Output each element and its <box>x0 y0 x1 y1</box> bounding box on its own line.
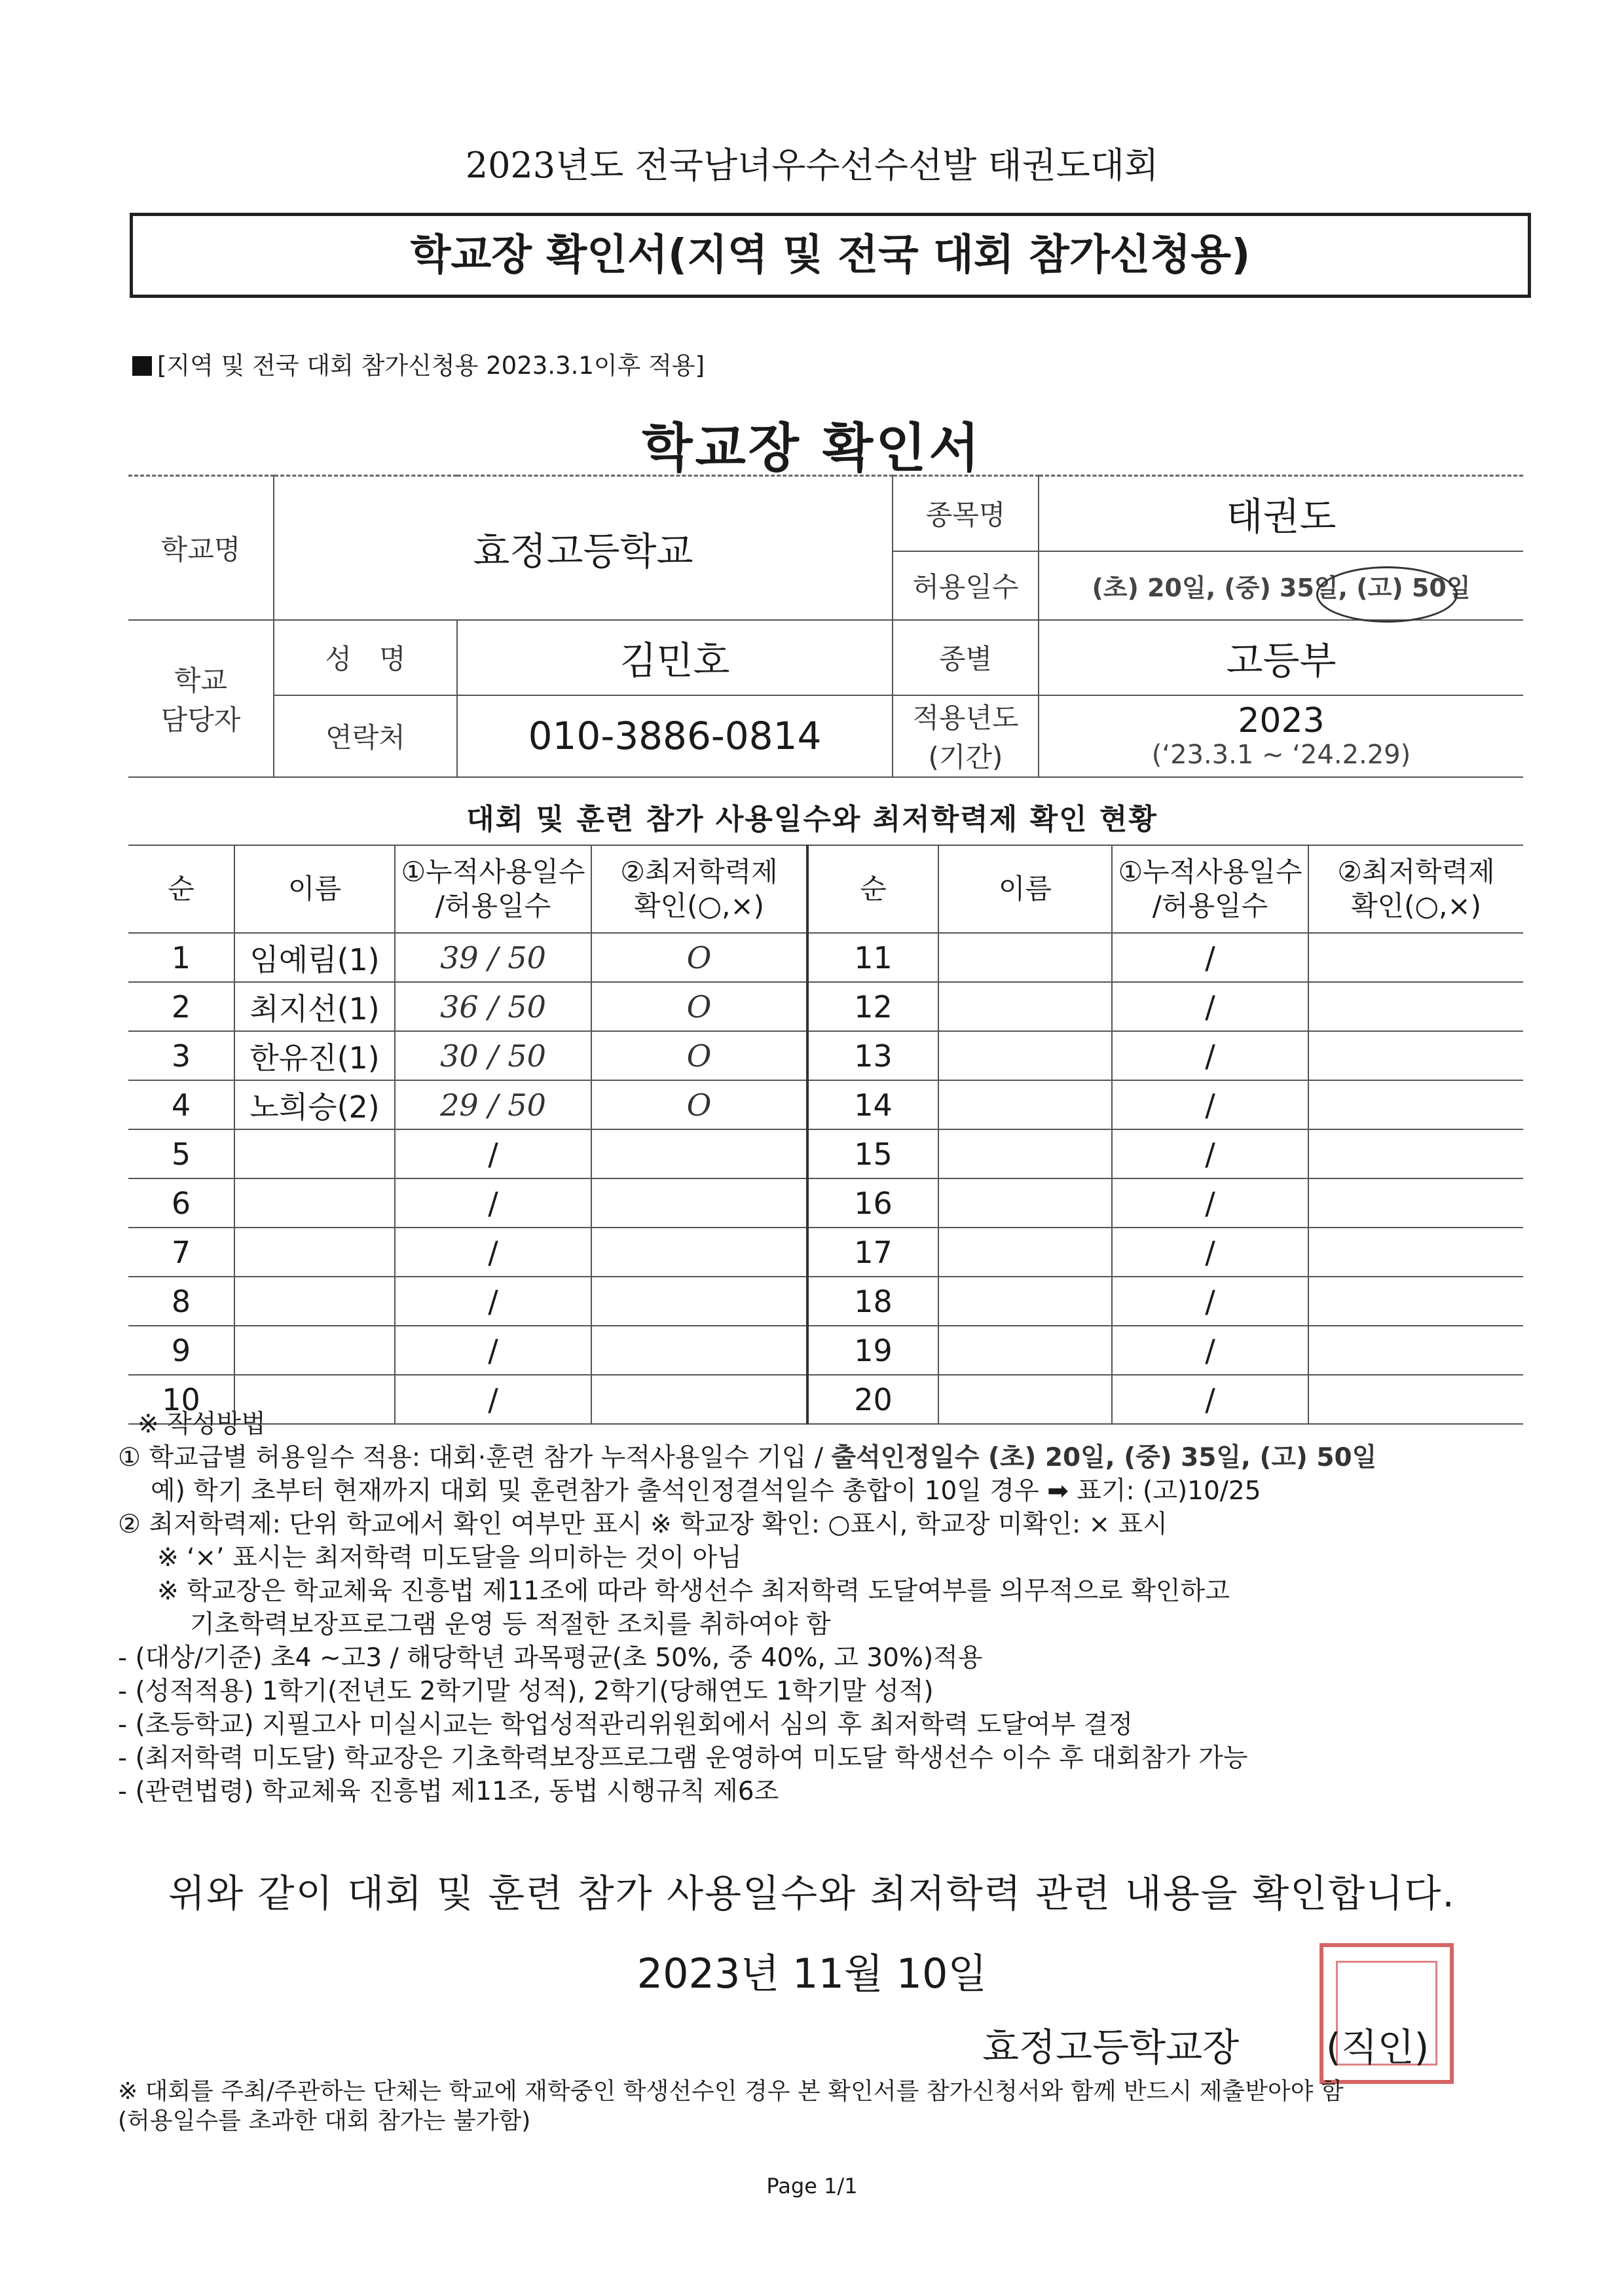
row-min: O <box>591 933 807 982</box>
row-days-right: / <box>1112 1277 1308 1326</box>
row-days-right: / <box>1112 1228 1308 1277</box>
row-no-right: 20 <box>807 1375 938 1424</box>
row-days: 39 / 50 <box>395 933 591 982</box>
header-min-line2: 확인(○,×) <box>633 890 765 922</box>
row-name: 최지선(1) <box>234 982 395 1031</box>
row-no: 5 <box>128 1129 234 1178</box>
row-min-right <box>1308 1277 1523 1326</box>
name-label: 성 명 <box>274 620 457 695</box>
principal-signature: 효정고등학교장 <box>982 2025 1240 2069</box>
row-no: 8 <box>128 1277 234 1326</box>
contact-label: 연락처 <box>274 695 457 777</box>
seal-label: (직인) <box>1326 2025 1430 2069</box>
status-title: 대회 및 훈련 참가 사용일수와 최저학력제 확인 현황 <box>466 803 1158 836</box>
row-name: 임예림(1) <box>234 933 395 982</box>
table-row <box>128 982 1523 1031</box>
row-min <box>591 1277 807 1326</box>
row-no: 10 <box>128 1375 234 1424</box>
row-days-right: / <box>1112 933 1308 982</box>
row-name-right <box>938 1031 1112 1080</box>
row-no: 6 <box>128 1178 234 1228</box>
footnote-line1: ※ 대회를 주최/주관하는 단체는 학교에 재학중인 학생선수인 경우 본 확인서를 참가신청서와 함께 반드시 제출받아야 함 <box>118 2078 1344 2105</box>
row-name <box>234 1277 395 1326</box>
row-name-right <box>938 933 1112 982</box>
row-min: O <box>591 1031 807 1080</box>
note-6: 기초학력보장프로그램 운영 등 적절한 조치를 취하여야 함 <box>190 1610 831 1639</box>
contact-value: 010-3886-0814 <box>457 695 893 777</box>
row-name-right <box>938 1080 1112 1129</box>
row-min-right <box>1308 1129 1523 1178</box>
header-no-right: 순 <box>807 845 938 933</box>
row-days-right: / <box>1112 1129 1308 1178</box>
row-name: 노희승(2) <box>234 1080 395 1129</box>
row-name-right <box>938 982 1112 1031</box>
row-no: 1 <box>128 933 234 982</box>
header-min-right <box>1308 845 1523 933</box>
footnote <box>118 2077 1526 2136</box>
row-min-right <box>1308 982 1523 1031</box>
header-min-right-line2: 확인(○,×) <box>1350 890 1482 922</box>
page-number: Page 1/1 <box>766 2174 858 2198</box>
year-label-line1: 적용년도 <box>912 702 1019 734</box>
table-row <box>128 933 1523 982</box>
row-name <box>234 1178 395 1228</box>
row-no-right: 13 <box>807 1031 938 1080</box>
row-days-right: / <box>1112 1375 1308 1424</box>
row-no-right: 11 <box>807 933 938 982</box>
year-value <box>1039 695 1523 777</box>
year-value-text: 2023 <box>1238 701 1325 741</box>
allowed-days-label: 허용일수 <box>893 551 1039 620</box>
row-min-right <box>1308 1031 1523 1080</box>
year-label <box>893 695 1039 777</box>
row-days: 30 / 50 <box>395 1031 591 1080</box>
row-min: O <box>591 982 807 1031</box>
school-label: 학교명 <box>128 476 274 620</box>
event-title: 2023년도 전국남녀우수선수선발 태권도대회 <box>465 145 1159 186</box>
apply-note <box>132 346 705 381</box>
manager-label-line2: 담당자 <box>160 703 241 736</box>
row-no: 4 <box>128 1080 234 1129</box>
row-name <box>234 1326 395 1375</box>
row-name-right <box>938 1326 1112 1375</box>
usage-table <box>128 845 1523 1425</box>
row-no: 7 <box>128 1228 234 1277</box>
row-no-right: 14 <box>807 1080 938 1129</box>
manager-label <box>128 620 274 777</box>
manager-label-line1: 학교 <box>174 664 228 697</box>
handwritten-circle-mark <box>1316 566 1458 623</box>
table-row <box>128 1277 1523 1326</box>
banner-box <box>130 213 1531 298</box>
header-min <box>591 845 807 933</box>
row-min <box>591 1228 807 1277</box>
header-days-right-line2: /허용일수 <box>1152 890 1268 922</box>
row-name-right <box>938 1129 1112 1178</box>
note-8: - (성적적용) 1학기(전년도 2학기말 성적), 2학기(당해연도 1학기말 성적) <box>118 1677 934 1706</box>
header-days <box>395 845 591 933</box>
row-no: 3 <box>128 1031 234 1080</box>
row-days-right: / <box>1112 982 1308 1031</box>
header-no: 순 <box>128 845 234 933</box>
note-9: - (초등학교) 지필고사 미실시교는 학업성적관리위원회에서 심의 후 최저학력 도달여부 결정 <box>118 1710 1134 1740</box>
row-no: 9 <box>128 1326 234 1375</box>
row-days: 29 / 50 <box>395 1080 591 1129</box>
row-min <box>591 1178 807 1228</box>
name-value: 김민호 <box>457 620 893 695</box>
apply-note-text: [지역 및 전국 대회 참가신청용 2023.3.1이후 적용] <box>157 352 705 380</box>
note-7: - (대상/기준) 초4 ~고3 / 해당학년 과목평균(초 50%, 중 40%, 고 30%)적용 <box>118 1643 983 1673</box>
document-title: 학교장 확인서 <box>642 418 982 479</box>
school-value: 효정고등학교 <box>274 476 893 620</box>
row-no-right: 19 <box>807 1326 938 1375</box>
allowed-days-value: (초) 20일, (중) 35일, (고) 50일 <box>1039 551 1523 620</box>
row-no-right: 12 <box>807 982 938 1031</box>
note-1 <box>118 1441 1526 1474</box>
row-no-right: 16 <box>807 1178 938 1228</box>
square-bullet-icon <box>132 356 152 376</box>
division-value: 고등부 <box>1039 620 1523 695</box>
banner-title: 학교장 확인서(지역 및 전국 대회 참가신청용) <box>410 231 1251 280</box>
row-min <box>591 1129 807 1178</box>
table-row <box>128 1228 1523 1277</box>
instructions <box>118 1408 1526 1808</box>
row-no-right: 18 <box>807 1277 938 1326</box>
info-table <box>128 475 1523 778</box>
header-days-right <box>1112 845 1308 933</box>
row-min-right <box>1308 1178 1523 1228</box>
header-days-line1: ①누적사용일수 <box>401 855 585 888</box>
table-row <box>128 1326 1523 1375</box>
row-days: / <box>395 1375 591 1424</box>
row-days-right: / <box>1112 1031 1308 1080</box>
row-name-right <box>938 1228 1112 1277</box>
row-min: O <box>591 1080 807 1129</box>
table-row <box>128 1178 1523 1228</box>
header-name: 이름 <box>234 845 395 933</box>
row-no-right: 15 <box>807 1129 938 1178</box>
header-days-right-line1: ①누적사용일수 <box>1118 855 1302 888</box>
row-days: / <box>395 1178 591 1228</box>
row-days: / <box>395 1228 591 1277</box>
row-no: 2 <box>128 982 234 1031</box>
header-min-line1: ②최저학력제 <box>620 855 778 888</box>
table-row <box>128 1129 1523 1178</box>
note-4: ※ ‘×’ 표시는 최저학력 미도달을 의미하는 것이 아님 <box>157 1543 742 1573</box>
row-name <box>234 1228 395 1277</box>
header-min-right-line1: ②최저학력제 <box>1337 855 1495 888</box>
division-label: 종별 <box>893 620 1039 695</box>
header-name-right: 이름 <box>938 845 1112 933</box>
year-label-line2: (기간) <box>928 741 1003 773</box>
note-2: 예) 학기 초부터 현재까지 대회 및 훈련참가 출석인정결석일수 총합이 10일 경우 ➡ 표기: (고)10/25 <box>151 1476 1261 1506</box>
note-1-accent: 출석인정일수 (초) 20일, (중) 35일, (고) 50일 <box>831 1443 1377 1472</box>
note-5: ※ 학교장은 학교체육 진흥법 제11조에 따라 학생선수 최저학력 도달여부를 의무적으로 확인하고 <box>157 1576 1230 1606</box>
table-row <box>128 1031 1523 1080</box>
row-min-right <box>1308 933 1523 982</box>
row-min-right <box>1308 1228 1523 1277</box>
document-date: 2023년 11월 10일 <box>637 1950 987 1997</box>
row-name <box>234 1129 395 1178</box>
row-days-right: / <box>1112 1080 1308 1129</box>
row-name: 한유진(1) <box>234 1031 395 1080</box>
row-min-right <box>1308 1326 1523 1375</box>
confirmation-statement: 위와 같이 대회 및 훈련 참가 사용일수와 최저학력 관련 내용을 확인합니다. <box>168 1871 1456 1916</box>
row-min <box>591 1326 807 1375</box>
note-1-text: ① 학교급별 허용일수 적용: 대회·훈련 참가 누적사용일수 기입 / <box>118 1443 832 1472</box>
row-days: / <box>395 1277 591 1326</box>
row-days: / <box>395 1129 591 1178</box>
table-row <box>128 1080 1523 1129</box>
row-days: / <box>395 1326 591 1375</box>
notes-heading: ※ 작성방법 <box>138 1410 266 1439</box>
row-days-right: / <box>1112 1178 1308 1228</box>
row-name-right <box>938 1277 1112 1326</box>
note-3: ② 최저학력제: 단위 학교에서 확인 여부만 표시 ※ 학교장 확인: ○표시, 학교장 미확인: × 표시 <box>118 1510 1168 1539</box>
row-min-right <box>1308 1080 1523 1129</box>
row-days: 36 / 50 <box>395 982 591 1031</box>
row-days-right: / <box>1112 1326 1308 1375</box>
row-no-right: 17 <box>807 1228 938 1277</box>
note-11: - (관련법령) 학교체육 진흥법 제11조, 동법 시행규칙 제6조 <box>118 1777 779 1806</box>
footnote-line2: (허용일수를 초과한 대회 참가는 불가함) <box>118 2107 531 2134</box>
period-value: (‘23.3.1 ~ ‘24.2.29) <box>1151 739 1411 770</box>
sport-value: 태권도 <box>1039 476 1523 551</box>
note-10: - (최저학력 미도달) 학교장은 기초학력보장프로그램 운영하여 미도달 학생선수 이수 후 대회참가 가능 <box>118 1743 1248 1773</box>
row-name-right <box>938 1178 1112 1228</box>
header-days-line2: /허용일수 <box>435 890 551 922</box>
sport-label: 종목명 <box>893 476 1039 551</box>
